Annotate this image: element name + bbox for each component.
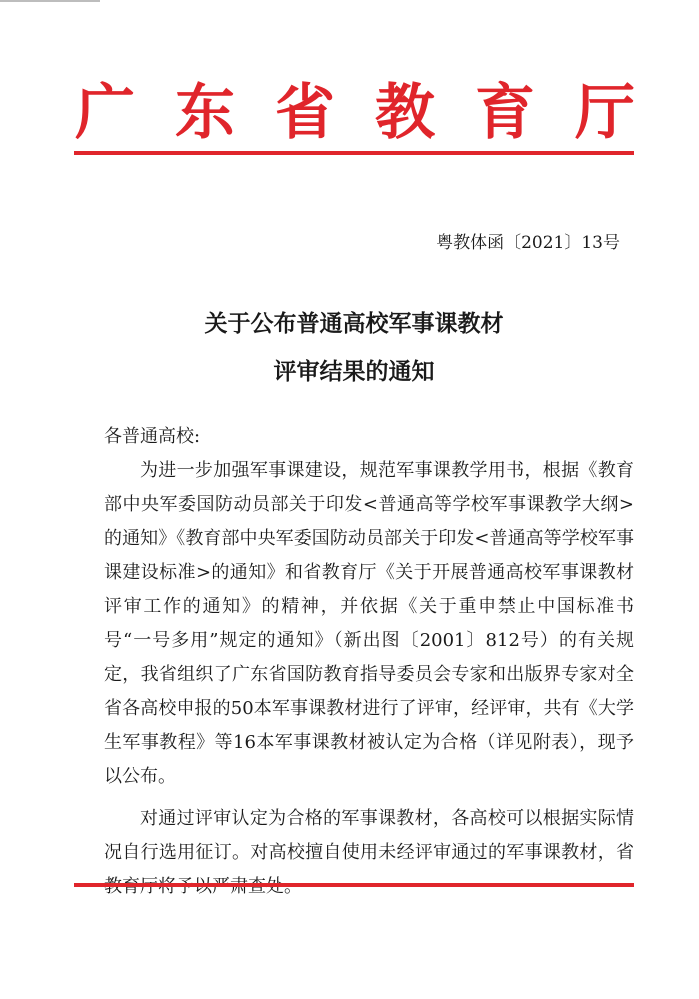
scan-crop-mark (0, 0, 100, 2)
body-paragraph-2: 对通过评审认定为合格的军事课教材，各高校可以根据实际情况自行选用征订。对高校擅自使用未经评审通过的军事课教材，省 (104, 808, 634, 863)
letterhead-char: 东 (175, 78, 235, 148)
document-title-line-1: 关于公布普通高校军事课教材 (204, 310, 504, 337)
letterhead-char: 省 (275, 78, 335, 148)
document-body (104, 420, 634, 904)
letterhead-title (75, 78, 635, 148)
letterhead-char: 广 (75, 78, 135, 148)
body-paragraph-1: 为进一步加强军事课建设，规范军事课教学用书，根据《教育部中央军委国防动员部关于印发<普通高等学校军事课教学大纲>的通知》《教育部中央军委国防动员部关于印发<普通高等学校军事课建设标准>的通知》和省教育厅《关于开展普通高校军事课教材评审工作的通知》的精神，并依据《关于重申禁止中国标准书号“一号多用”规定的通知》（新出图〔2001〕812号）的有关规定，我省组织了广东省国防教育指导委员会专家和出版界专家对全省各高校申报的50本军事课教材进行了评审，经评审，共有《大学生军事教程》等16本军事课教材被认定为合格（详见附表），现予以公布。 (104, 460, 634, 787)
document-title-line-2: 评审结果的通知 (273, 358, 435, 385)
letterhead-char: 教 (375, 78, 435, 148)
letterhead-char: 厅 (575, 78, 635, 148)
document-number: 粤教体函〔2021〕13号 (436, 233, 620, 253)
letterhead-red-rule (74, 151, 634, 155)
salutation: 各普通高校: (104, 426, 201, 447)
document-title (74, 300, 634, 396)
footer-red-rule (74, 883, 634, 887)
letterhead-char: 育 (475, 78, 535, 148)
